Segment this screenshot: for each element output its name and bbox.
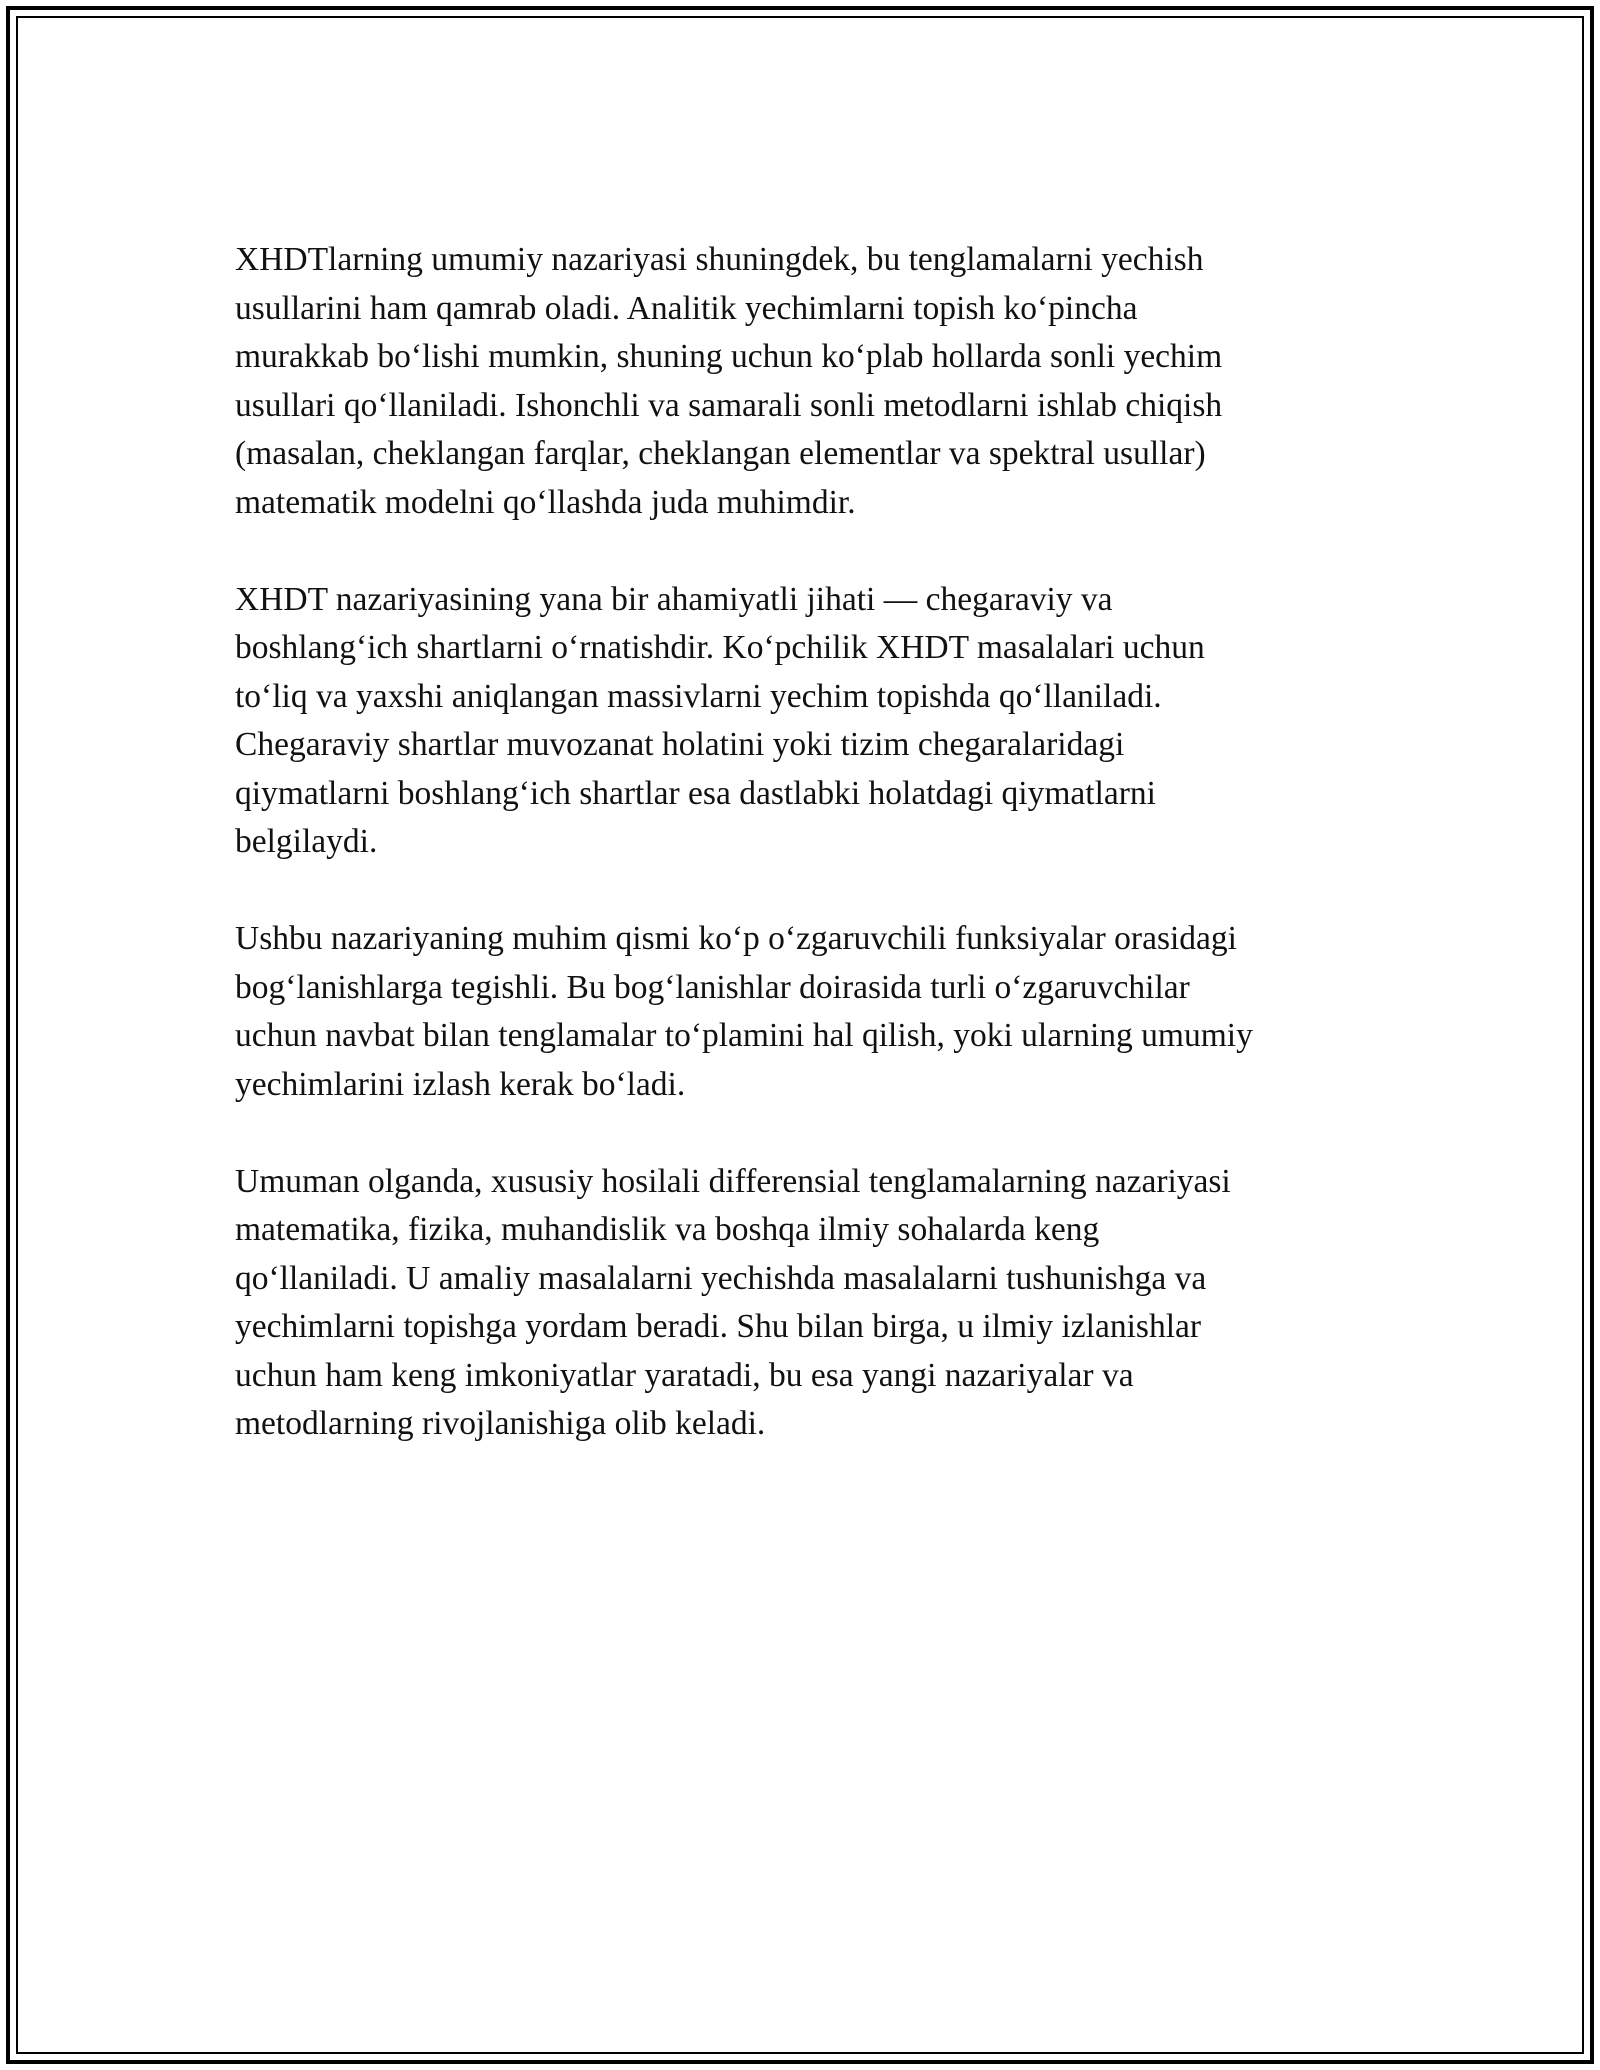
paragraph-3: Ushbu nazariyaning muhim qismi ko‘p o‘zgaruvchili funksiyalar orasidagi bog‘lanishlarga tegishli. Bu bog‘lanishlar doirasida turli o‘zgaruvchilar uchun navbat bilan tenglamalar to‘plamini hal qilish, yoki ularning umumiy yechimlarini izlash kerak bo‘ladi. (235, 920, 1253, 1103)
paragraph-4: Umuman olganda, xususiy hosilali differensial tenglamalarning nazariyasi matematika, fizika, muhandislik va boshqa ilmiy sohalarda keng qo‘llaniladi. U amaliy masalalarni yechishda masalalarni tushunishga va yechimlarni topishga yordam beradi. Shu bilan birga, u ilmiy izlanishlar uchun ham keng imkoniyatlar yaratadi, bu esa yangi nazariyalar va metodlarning rivojlanishiga olib keladi. (235, 1162, 1231, 1442)
document-body (235, 236, 1375, 1497)
paragraph-2: XHDT nazariyasining yana bir ahamiyatli jihati — chegaraviy va boshlang‘ich shartlarni o‘rnatishdir. Ko‘pchilik XHDT masalalari uchun to‘liq va yaxshi aniqlangan massivlarni yechim topishda qo‘llaniladi. Chegaraviy shartlar muvozanat holatini yoki tizim chegaralaridagi qiymatlarni boshlang‘ich shartlar esa dastlabki holatdagi qiymatlarni belgilaydi. (235, 580, 1205, 860)
paragraph-1: XHDTlarning umumiy nazariyasi shuningdek, bu tenglamalarni yechish usullarini ham qamrab oladi. Analitik yechimlarni topish ko‘pincha murakkab bo‘lishi mumkin, shuning uchun ko‘plab hollarda sonli yechim usullari qo‘llaniladi. Ishonchli va samarali sonli metodlarni ishlab chiqish (masalan, cheklangan farqlar, cheklangan elementlar va spektral usullar) matematik modelni qo‘llashda juda muhimdir. (235, 241, 1223, 521)
